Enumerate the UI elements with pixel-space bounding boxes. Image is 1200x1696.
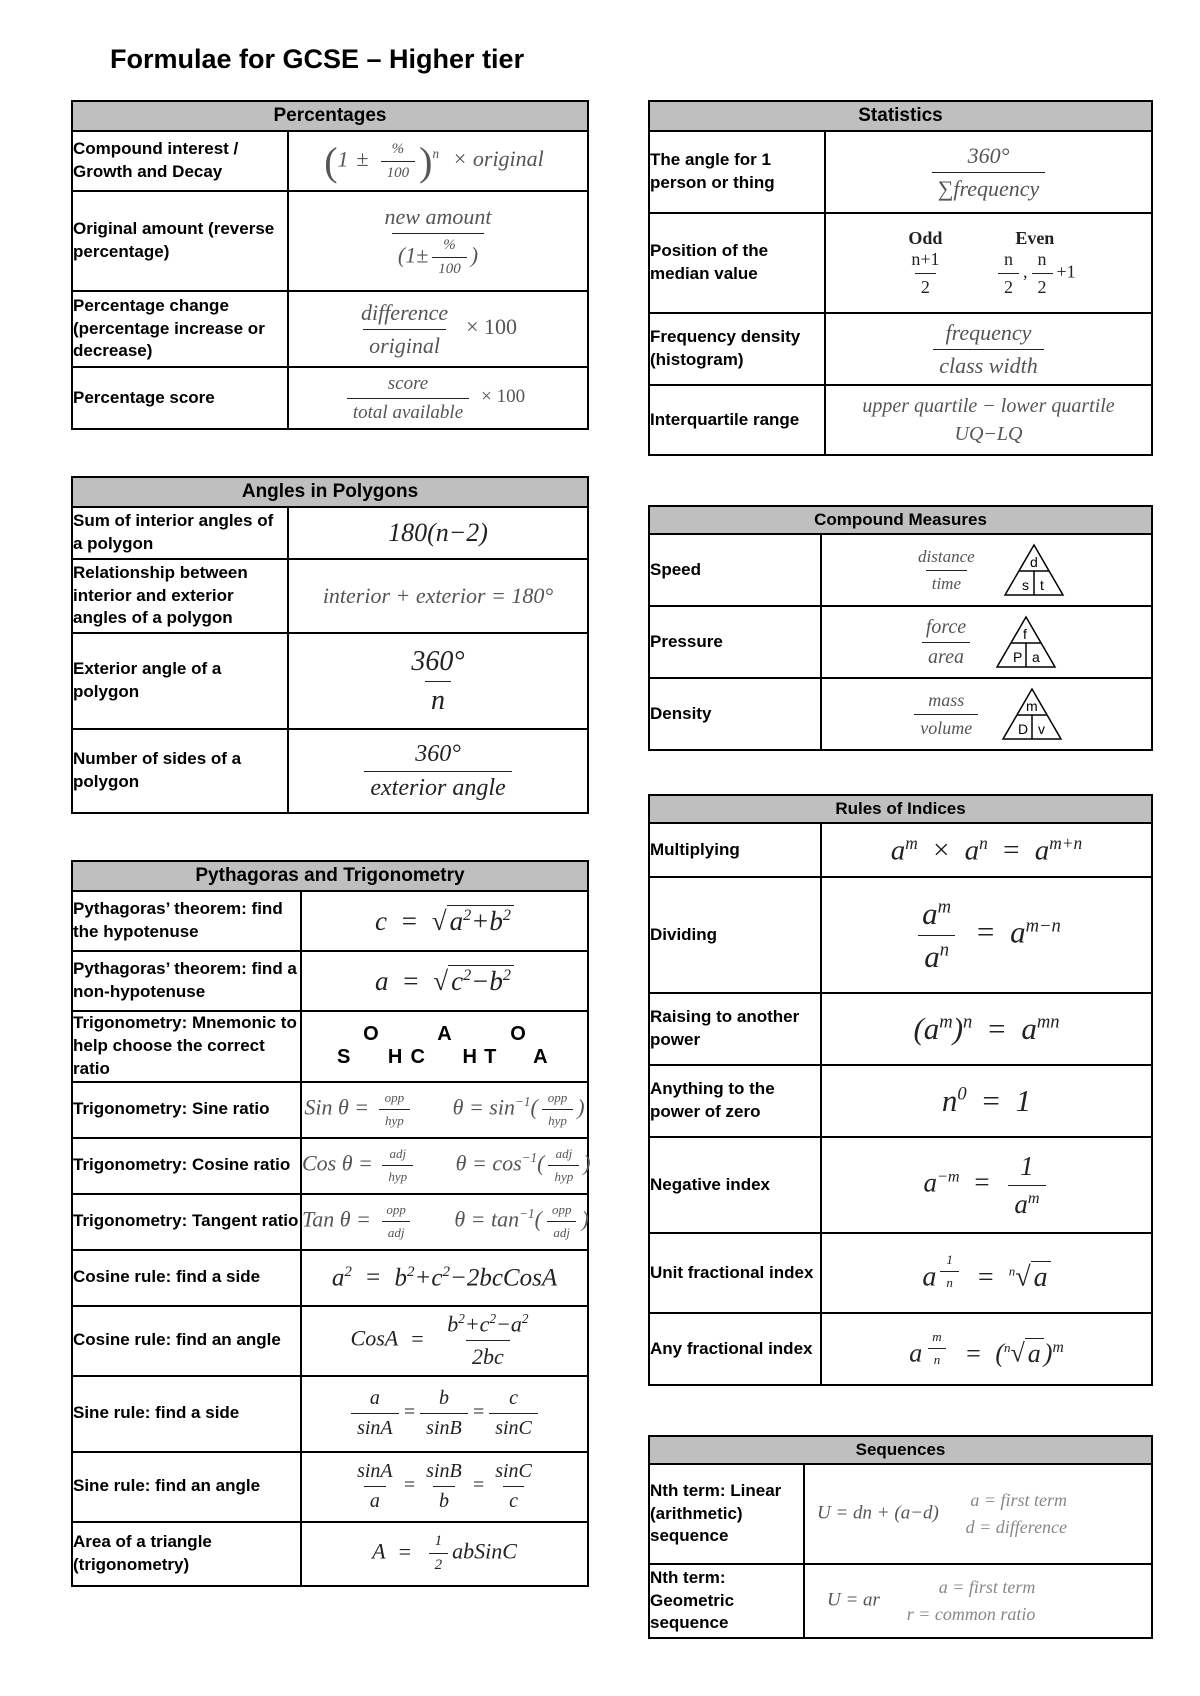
pressure-triangle-icon <box>995 615 1057 669</box>
compound-interest-label: Compound interest / Growth and Decay <box>72 131 288 191</box>
interior-exterior-label: Relationship between interior and exterior angles of a polygon <box>72 559 288 633</box>
cosine-ratio-label: Trigonometry: Cosine ratio <box>72 1138 301 1194</box>
tangent-ratio-label: Trigonometry: Tangent ratio <box>72 1194 301 1250</box>
percentage-change-label: Percentage change (percentage increase or decrease) <box>72 291 288 367</box>
power-zero-formula: $n^0 = 1$ <box>821 1065 1152 1137</box>
sine-ratio-formula: Sin θ = $\frac{\text{opp}}{\text{hyp}}$ $\theta = \sin^{-1}$( $\frac{\text{opp}}{\text{hyp}}$ ) <box>301 1082 588 1138</box>
unit-fractional-label: Unit fractional index <box>649 1233 821 1313</box>
exterior-angle-label: Exterior angle of a polygon <box>72 633 288 729</box>
percentage-score-label: Percentage score <box>72 367 288 429</box>
pythag-nonhyp-label: Pythagoras’ theorem: find a non-hypotenuse <box>72 951 301 1011</box>
percentages-table <box>71 100 589 430</box>
pythag-header: Pythagoras and Trigonometry <box>72 861 588 891</box>
power-zero-label: Anything to the power of zero <box>649 1065 821 1137</box>
sequences-header: Sequences <box>649 1436 1152 1464</box>
speed-label: Speed <box>649 534 821 606</box>
number-of-sides-label: Number of sides of a polygon <box>72 729 288 813</box>
raising-power-label: Raising to another power <box>649 993 821 1065</box>
sine-rule-angle-formula: $\frac{\sin A}{a}$ = $\frac{\sin B}{b}$ = $\frac{\sin C}{c}$ <box>301 1452 588 1522</box>
number-of-sides-formula: $\frac{360^\circ}{\text{exterior angle}}$ <box>288 729 588 813</box>
interior-sum-label: Sum of interior angles of a polygon <box>72 507 288 559</box>
sequences-table <box>648 1435 1153 1639</box>
speed-triangle-icon <box>1003 543 1065 597</box>
page-title: Formulae for GCSE – Higher tier <box>110 44 525 74</box>
exterior-angle-formula: $\frac{360^\circ}{n}$ <box>288 633 588 729</box>
linear-sequence-label: Nth term: Linear (arithmetic) sequence <box>649 1464 804 1564</box>
sine-rule-angle-label: Sine rule: find an angle <box>72 1452 301 1522</box>
density-label: Density <box>649 678 821 750</box>
sine-rule-side-label: Sine rule: find a side <box>72 1376 301 1452</box>
frequency-density-label: Frequency density (histogram) <box>649 313 825 385</box>
statistics-table <box>648 100 1153 456</box>
compound-header: Compound Measures <box>649 506 1152 534</box>
pressure-label: Pressure <box>649 606 821 678</box>
iqr-label: Interquartile range <box>649 385 825 455</box>
soh-cah-toa: O S H A C H O T A <box>301 1011 588 1082</box>
angle-one-person-label: The angle for 1 person or thing <box>649 131 825 213</box>
mnemonic-label: Trigonometry: Mnemonic to help choose the correct ratio <box>72 1011 301 1082</box>
svg-text:f: f <box>1023 626 1028 642</box>
negative-index-formula: $a^{-m}$ = $\frac{1}{a^m}$ <box>821 1137 1152 1233</box>
geometric-sequence-label: Nth term: Geometric sequence <box>649 1564 804 1638</box>
multiplying-label: Multiplying <box>649 823 821 877</box>
angles-header: Angles in Polygons <box>72 477 588 507</box>
percentage-change-formula: $\frac{\text{difference}}{\text{original}}$ × 100 <box>288 291 588 367</box>
pythag-table <box>71 860 589 1587</box>
tangent-ratio-formula: Tan θ = $\frac{\text{opp}}{\text{adj}}$ $\theta = \tan^{-1}$( $\frac{\text{opp}}{\text{adj}}$ ) <box>301 1194 588 1250</box>
indices-header: Rules of Indices <box>649 795 1152 823</box>
indices-table <box>648 794 1153 1386</box>
original-amount-label: Original amount (reverse percentage) <box>72 191 288 291</box>
triangle-area-label: Area of a triangle (trigonometry) <box>72 1522 301 1586</box>
svg-text:v: v <box>1037 721 1045 737</box>
speed-formula: $\frac{\text{distance}}{\text{time}}$ d s t <box>821 534 1152 606</box>
dividing-label: Dividing <box>649 877 821 993</box>
cosine-rule-side-label: Cosine rule: find a side <box>72 1250 301 1306</box>
statistics-header: Statistics <box>649 101 1152 131</box>
sine-rule-side-formula: $\frac{a}{\sin A}$ = $\frac{b}{\sin B}$ = $\frac{c}{\sin C}$ <box>301 1376 588 1452</box>
iqr-formula: upper quartile − lower quartile UQ−LQ <box>825 385 1152 455</box>
interior-exterior-formula: interior + exterior = 180° <box>288 559 588 633</box>
pythag-nonhyp-formula: a = √ $c^2-b^2$ <box>301 951 588 1011</box>
density-triangle-icon <box>1001 687 1063 741</box>
svg-text:t: t <box>1039 577 1044 593</box>
original-amount-formula: new amount (1± $\frac{\%}{100}$ ) <box>288 191 588 291</box>
angle-one-person-formula: $\frac{360^\circ}{\text{∑frequency}}$ <box>825 131 1152 213</box>
compound-interest-formula: (1 ± $\frac{\%}{100}$ )$^n$ × original <box>288 131 588 191</box>
median-position-label: Position of the median value <box>649 213 825 313</box>
percentage-score-formula: $\frac{\text{score}}{\text{total available}}$ × 100 <box>288 367 588 429</box>
linear-sequence-formula: U = dn + (a−d) a = first term d = difference <box>804 1464 1152 1564</box>
svg-text:s: s <box>1021 577 1029 593</box>
svg-text:d: d <box>1029 554 1038 570</box>
any-fractional-label: Any fractional index <box>649 1313 821 1385</box>
cosine-ratio-formula: Cos θ = $\frac{\text{adj}}{\text{hyp}}$ $\theta = \cos^{-1}$( $\frac{\text{adj}}{\text{hyp}}$ ) <box>301 1138 588 1194</box>
raising-power-formula: $(a^m)^n = a^{mn}$ <box>821 993 1152 1065</box>
svg-text:m: m <box>1025 698 1038 714</box>
percentages-header: Percentages <box>72 101 588 131</box>
pythag-hyp-label: Pythagoras’ theorem: find the hypotenuse <box>72 891 301 951</box>
unit-fractional-formula: a $^{\frac{1}{n}}$ = $^n$√ a <box>821 1233 1152 1313</box>
svg-text:P: P <box>1013 649 1023 665</box>
triangle-area-formula: A = $\frac{1}{2}$ abSinC <box>301 1522 588 1586</box>
dividing-formula: $\frac{a^m}{a^n}$ = $a^{m-n}$ <box>821 877 1152 993</box>
cosine-rule-angle-label: Cosine rule: find an angle <box>72 1306 301 1376</box>
cosine-rule-angle-formula: CosA = $\frac{b^2+c^2-a^2}{2bc}$ <box>301 1306 588 1376</box>
svg-text:a: a <box>1032 649 1040 665</box>
sine-ratio-label: Trigonometry: Sine ratio <box>72 1082 301 1138</box>
median-position-formula: Odd $\frac{n+1}{2}$ Even $\frac{n}{2}$ , $\frac{n}{2}$ +1 <box>825 213 1152 313</box>
negative-index-label: Negative index <box>649 1137 821 1233</box>
angles-table <box>71 476 589 814</box>
interior-sum-formula: 180(n−2) <box>288 507 588 559</box>
cosine-rule-side-formula: $a^2$ = $b^2+c^2-2bcCosA$ <box>301 1250 588 1306</box>
pythag-hyp-formula: c = √ $a^2+b^2$ <box>301 891 588 951</box>
any-fractional-formula: a $^{\frac{m}{n}}$ = ($^n$√ a )$^m$ <box>821 1313 1152 1385</box>
multiplying-formula: $a^m \times a^n = a^{m+n}$ <box>821 823 1152 877</box>
frequency-density-formula: $\frac{\text{frequency}}{\text{class width}}$ <box>825 313 1152 385</box>
density-formula: $\frac{\text{mass}}{\text{volume}}$ m D v <box>821 678 1152 750</box>
svg-text:D: D <box>1017 721 1028 737</box>
geometric-sequence-formula: U = ar a = first term r = common ratio <box>804 1564 1152 1638</box>
pressure-formula: $\frac{\text{force}}{\text{area}}$ f P a <box>821 606 1152 678</box>
compound-table <box>648 505 1153 751</box>
